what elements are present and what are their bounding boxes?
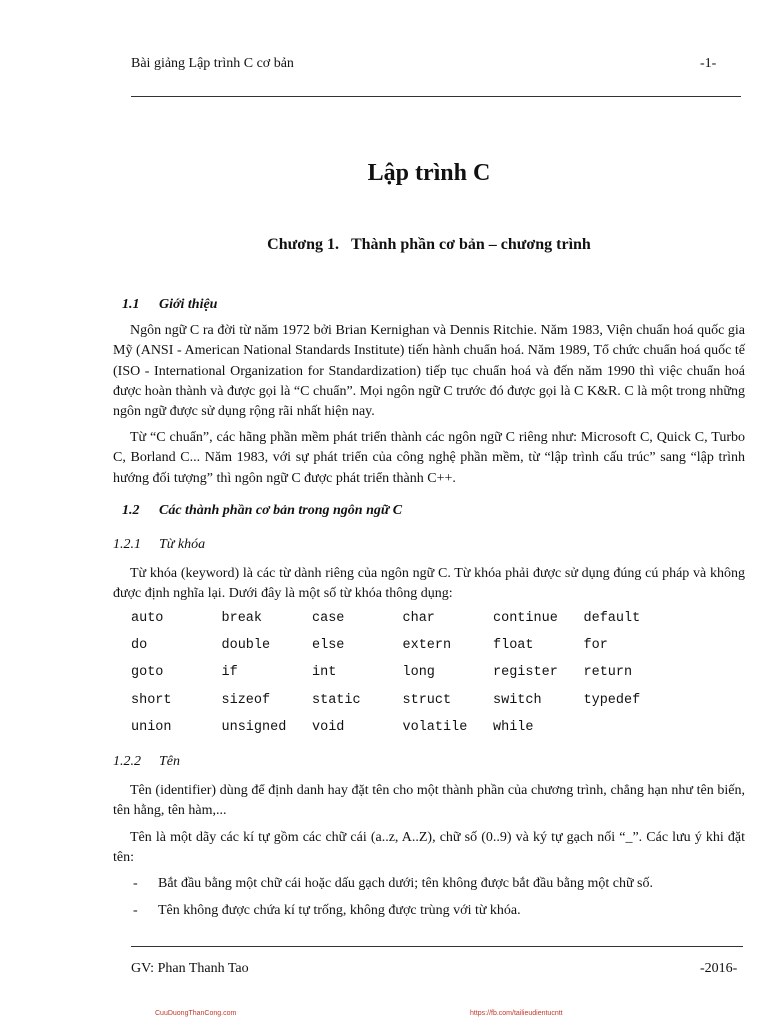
keyword: long [402,665,435,681]
bullet-item [133,876,653,892]
header-course-title: Bài giảng Lập trình C cơ bản [131,56,294,71]
intro-paragraph-1: Ngôn ngữ C ra đời từ năm 1972 bởi Brian Kernighan và Dennis Ritchie. Năm 1983, Viện chuẩn hoá quốc gia Mỹ (ANSI - American National Standards Institute) tiến hành chuẩn hoá. Năm 1989, Tổ chức chuẩn hoá quốc tế (ISO - International Organization for Standardization) tiếp tục chuẩn hoá và đến năm 1990 thì việc chuẩn hoá được hoàn thành và được gọi là “C chuẩn”. Mọi ngôn ngữ C trước đó được gọi là C K&R. C là một trong những ngôn ngữ được sử dụng rộng rãi nhất hiện nay. [113,323,745,420]
footer-credit-link[interactable]: CuuDuongThanCong.com [155,1010,237,1017]
section-number: 1.2.1 [113,537,141,552]
keyword: else [312,638,345,654]
keyword: register [493,665,558,681]
keyword: case [312,611,345,626]
keyword: short [131,692,172,708]
keyword: extern [402,638,452,654]
keyword: switch [493,692,542,708]
keyword: typedef [583,692,641,708]
section-title: Các thành phần cơ bản trong ngôn ngữ C [159,503,403,518]
keyword-row [131,720,674,747]
keyword-row [131,665,674,692]
footer-credit-url[interactable]: https://fb.com/tailieudientucntt [470,1010,563,1017]
section-title: Giới thiệu [159,297,218,312]
chapter-title: Thành phần cơ bản – chương trình [350,236,591,253]
keyword: unsigned [221,719,287,735]
section-number: 1.1 [122,297,140,312]
header-page-number: -1- [700,56,717,71]
chapter-heading [0,236,768,254]
keyword: float [493,638,534,654]
keyword: int [312,665,337,681]
section-number: 1.2 [122,503,140,518]
section-title: Tên [159,754,180,769]
keyword: char [402,611,435,626]
keyword: do [131,638,148,654]
bullet-marker: - [133,876,138,891]
bullet-marker: - [133,903,138,918]
keyword: union [131,719,172,735]
section-title: Từ khóa [159,537,206,552]
chapter-number: Chương 1. [267,236,339,253]
intro-paragraph-2: Từ “C chuẩn”, các hãng phần mềm phát triển thành các ngôn ngữ C riêng như: Microsoft C, Quick C, Turbo C, Borland C... Năm 1983, với sự phát triển của công nghệ phần mềm, từ “lập trình cấu trúc” sang “lập trình hướng đối tượng” thì ngôn ngữ C được phát triển thành C++. [113,430,745,486]
section-heading-1-2-1 [113,537,205,553]
keyword-row [131,638,674,665]
keyword-table [131,611,674,747]
keyword: default [583,611,641,626]
keyword: goto [131,665,164,681]
footer-rule [131,946,743,947]
section-heading-1-1 [122,297,217,313]
footer-author: GV: Phan Thanh Tao [131,961,249,976]
keyword-row [131,611,674,638]
keyword: return [583,665,633,681]
bullet-item [133,903,521,919]
keyword: struct [402,692,452,708]
keyword: auto [131,611,164,626]
keyword: void [312,719,345,735]
keyword: if [221,665,238,681]
keyword: while [493,719,534,735]
bullet-text: Bắt đầu bằng một chữ cái hoặc dấu gạch dưới; tên không được bắt đầu bằng một chữ số. [158,876,653,891]
document-title: Lập trình C [367,160,491,186]
section-heading-1-2-2 [113,754,180,770]
header-rule [131,96,741,97]
section-heading-1-2 [122,503,402,519]
keyword: double [221,638,271,654]
keyword: continue [493,611,558,626]
keyword: break [221,611,263,626]
identifier-paragraph-2: Tên là một dãy các kí tự gồm các chữ cái (a..z, A..Z), chữ số (0..9) và ký tự gạch nối “_”. Các lưu ý khi đặt tên: [113,830,745,866]
keyword-row [131,693,674,720]
keyword-paragraph: Từ khóa (keyword) là các từ dành riêng của ngôn ngữ C. Từ khóa phải được sử dụng đúng cú pháp và không được định nghĩa lại. Dưới đây là một số từ khóa thông dụng: [113,566,745,602]
keyword: sizeof [221,692,271,708]
keyword: static [312,692,361,708]
keyword: for [583,638,608,654]
keyword: volatile [402,719,468,735]
bullet-text: Tên không được chứa kí tự trống, không được trùng với từ khóa. [158,903,521,918]
section-number: 1.2.2 [113,754,141,769]
footer-year: -2016- [700,961,738,976]
identifier-paragraph-1: Tên (identifier) dùng để định danh hay đặt tên cho một thành phần của chương trình, chẳng hạn như tên biến, tên hằng, tên hàm,... [113,783,745,819]
